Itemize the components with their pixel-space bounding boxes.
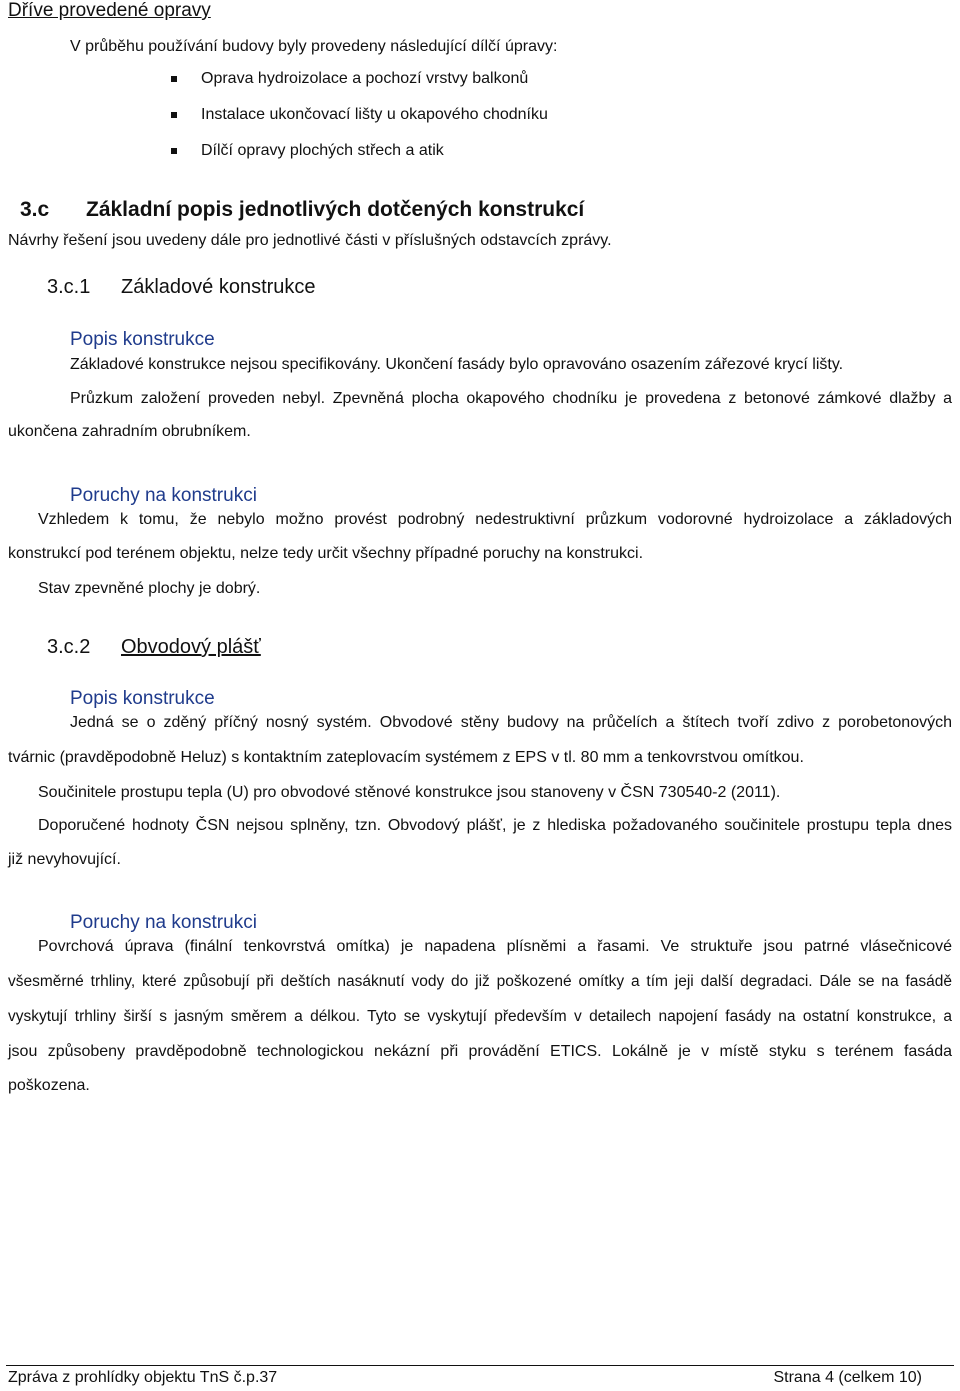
subsection-number: 3.c.2: [47, 636, 91, 658]
list-item-text: Instalace ukončovací lišty u okapového chodníku: [201, 106, 548, 123]
paragraph-line: Vzhledem k tomu, že nebylo možno provést podrobný nedestruktivní průzkum vodorovné hydroizolace a základových: [38, 511, 952, 528]
paragraph-line: poškozena.: [8, 1077, 90, 1094]
paragraph-line: Povrchová úprava (finální tenkovrstvá omítka) je napadena plísněmi a řasami. Ve struktuře jsou patrné vlásečnicové: [38, 938, 952, 955]
paragraph-line: tvárnic (pravděpodobně Heluz) s kontaktním zateplovacím systémem z EPS v tl. 80 mm a tenkovrstvou omítkou.: [8, 749, 804, 766]
section-title: Základní popis jednotlivých dotčených konstrukcí: [86, 198, 585, 221]
footer-divider: [6, 1365, 954, 1366]
footer-left-text: Zpráva z prohlídky objektu TnS č.p.37: [8, 1369, 278, 1386]
footer-page-number: Strana 4 (celkem 10): [773, 1369, 922, 1386]
intro-previous-repairs: V průběhu používání budovy byly provedeny následující dílčí úpravy:: [70, 38, 558, 55]
list-item-text: Oprava hydroizolace a pochozí vrstvy balkonů: [201, 70, 529, 87]
paragraph-line: Průzkum založení proveden nebyl. Zpevněná plocha okapového chodníku je provedena z betonové zámkové dlažby a: [70, 390, 952, 407]
paragraph-line: jsou způsobeny pravděpodobně technologickou nekázní při provádění ETICS. Lokálně je v místě styku s terénem fasáda: [8, 1043, 952, 1060]
subsection-title: Obvodový plášť: [121, 636, 261, 658]
poruchy-heading: Poruchy na konstrukci: [70, 912, 257, 933]
paragraph-line: konstrukcí pod terénem objektu, nelze tedy určit všechny případné poruchy na konstrukci.: [8, 545, 644, 562]
square-bullet-icon: [171, 148, 177, 154]
square-bullet-icon: [171, 76, 177, 82]
square-bullet-icon: [171, 112, 177, 118]
popis-heading: Popis konstrukce: [70, 688, 215, 709]
paragraph-line: Základové konstrukce nejsou specifikovány. Ukončení fasády bylo opravováno osazením zářezové krycí lišty.: [70, 356, 844, 373]
subsection-number: 3.c.1: [47, 276, 91, 298]
paragraph-line: Jedná se o zděný příčný nosný systém. Obvodové stěny budovy na průčelích a štítech tvoří zdivo z porobetonových: [70, 714, 952, 731]
paragraph-line: vyskytují trhliny širší s jasným směrem a délkou. Tyto se vyskytují především v detailech napojení fasády na ostatní konstrukce, a: [8, 1008, 952, 1025]
section-number: 3.c: [20, 198, 50, 221]
list-item-text: Dílčí opravy plochých střech a atik: [201, 142, 444, 159]
paragraph-line: Stav zpevněné plochy je dobrý.: [38, 580, 261, 597]
subsection-title: Základové konstrukce: [121, 276, 316, 298]
paragraph-line: všesměrné trhliny, které způsobují při deštích nasáknutí vody do již poškozené omítky a tím jeji další degradaci. Dále se na fasádě: [8, 973, 952, 990]
paragraph-line: Doporučené hodnoty ČSN nejsou splněny, tzn. Obvodový plášť, je z hlediska požadovaného součinitele prostupu tepla dnes: [38, 817, 952, 834]
section-intro: Návrhy řešení jsou uvedeny dále pro jednotlivé části v příslušných odstavcích zprávy.: [8, 232, 612, 249]
paragraph-line: ukončena zahradním obrubníkem.: [8, 423, 251, 440]
paragraph-line: již nevyhovující.: [8, 851, 121, 868]
heading-previous-repairs: Dříve provedené opravy: [8, 0, 211, 21]
poruchy-heading: Poruchy na konstrukci: [70, 485, 257, 506]
popis-heading: Popis konstrukce: [70, 329, 215, 350]
paragraph-line: Součinitele prostupu tepla (U) pro obvodové stěnové konstrukce jsou stanoveny v ČSN 730540-2 (2011).: [38, 784, 781, 801]
